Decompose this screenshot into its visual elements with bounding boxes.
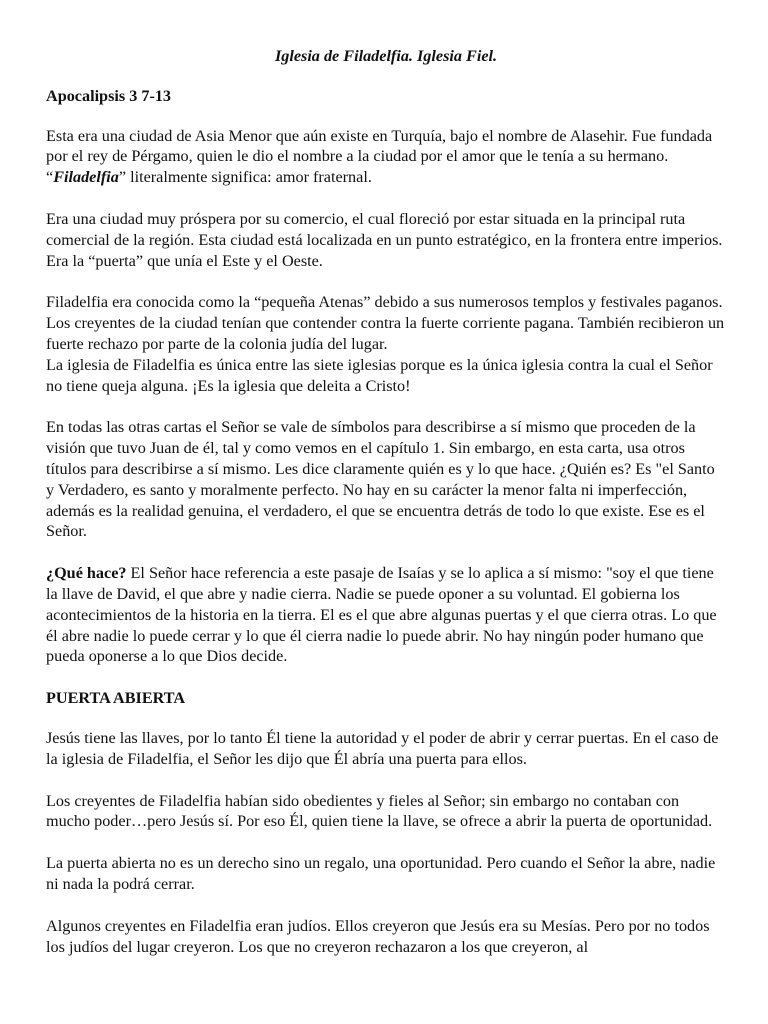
paragraph-commerce: Era una ciudad muy próspera por su comercio, el cual floreció por estar situada en la principal ruta comercial de la región. Esta ciudad está localizada en un punto estratégico, en la frontera entre imperios. Era la “puerta” que unía el Este y el Oeste. <box>46 209 723 270</box>
section-heading-open-door: PUERTA ABIERTA <box>46 689 186 708</box>
paragraph-intro-text-start: Esta era una ciudad de Asia Menor que aún existe en Turquía, bajo el nombre de Alasehir. Fue fundada por el rey de Pérgamo, quien le dio el nombre a la ciudad por el amor que le tenía a su hermano. “ <box>46 126 713 187</box>
paragraph-other-letters: En todas las otras cartas el Señor se vale de símbolos para describirse a sí mismo que proceden de la visión que tuvo Juan de él, tal y como vemos en el capítulo 1. Sin embargo, en esta carta, usa otros títulos para describirse a sí mismo. Les dice claramente quién es y lo que hace. ¿Quién es? Es "el Santo y Verdadero, es santo y moralmente perfecto. No hay en su carácter la menor falta ni imperfección, además es la realidad genuina, el verdadero, el que se encuentra detrás de todo lo que existe. Ese es el Señor. <box>46 418 715 541</box>
paragraph-intro <box>46 126 726 188</box>
scripture-reference: Apocalipsis 3 7-13 <box>46 86 172 105</box>
filadelfia-emphasis: Filadelfia <box>53 168 119 187</box>
paragraph-gift: La puerta abierta no es un derecho sino un regalo, una oportunidad. Pero cuando el Señor la abre, nadie ni nada la podrá cerrar. <box>46 854 716 893</box>
paragraph-jewish-believers: Algunos creyentes en Filadelfia eran judíos. Ellos creyeron que Jesús era su Mesías. Pero por no todos los judíos del lugar creyeron. Los que no creyeron rechazaron a los que creyeron, al <box>46 916 710 956</box>
paragraph-believers: Los creyentes de Filadelfia habían sido obedientes y fieles al Señor; sin embargo no contaban con mucho poder…pero Jesús sí. Por eso Él, quien tiene la llave, se ofrece a abrir la puerta de oportunidad. <box>46 791 713 831</box>
paragraph-intro-text-end: ” literalmente significa: amor fraternal. <box>118 168 372 187</box>
paragraph-little-athens: Filadelfia era conocida como la “pequeña Atenas” debido a sus numerosos templos y festivales paganos. Los creyentes de la ciudad tenían que contender contra la fuerte corriente pagana. También recibieron un fuerte rechazo por parte de la colonia judía del lugar. <box>46 293 725 353</box>
paragraph-what-does-he-do <box>46 563 726 667</box>
what-does-he-do-label: ¿Qué hace? <box>46 564 127 583</box>
document-page <box>46 46 726 978</box>
paragraph-keys: Jesús tiene las llaves, por lo tanto Él tiene la autoridad y el poder de abrir y cerrar puertas. En el caso de la iglesia de Filadelfia, el Señor les dijo que Él abría una puerta para ellos. <box>46 728 719 768</box>
document-title: Iglesia de Filadelfia. Iglesia Fiel. <box>274 47 498 65</box>
what-does-he-do-text: El Señor hace referencia a este pasaje de Isaías y se lo aplica a sí mismo: "soy el que tiene la llave de David, el que abre y nadie cierra. Nadie se puede oponer a su voluntad. El gobierna los acontecimientos de la historia en la tierra. El es el que abre algunas puertas y el que cierra otras. Lo que él abre nadie lo puede cerrar y lo que él cierra nadie lo puede abrir. No hay ningún poder humano que pueda oponerse a lo que Dios decide. <box>46 564 717 666</box>
paragraph-unique-church: La iglesia de Filadelfia es única entre las siete iglesias porque es la única iglesia contra la cual el Señor no tiene queja alguna. ¡Es la iglesia que deleita a Cristo! <box>46 355 713 395</box>
